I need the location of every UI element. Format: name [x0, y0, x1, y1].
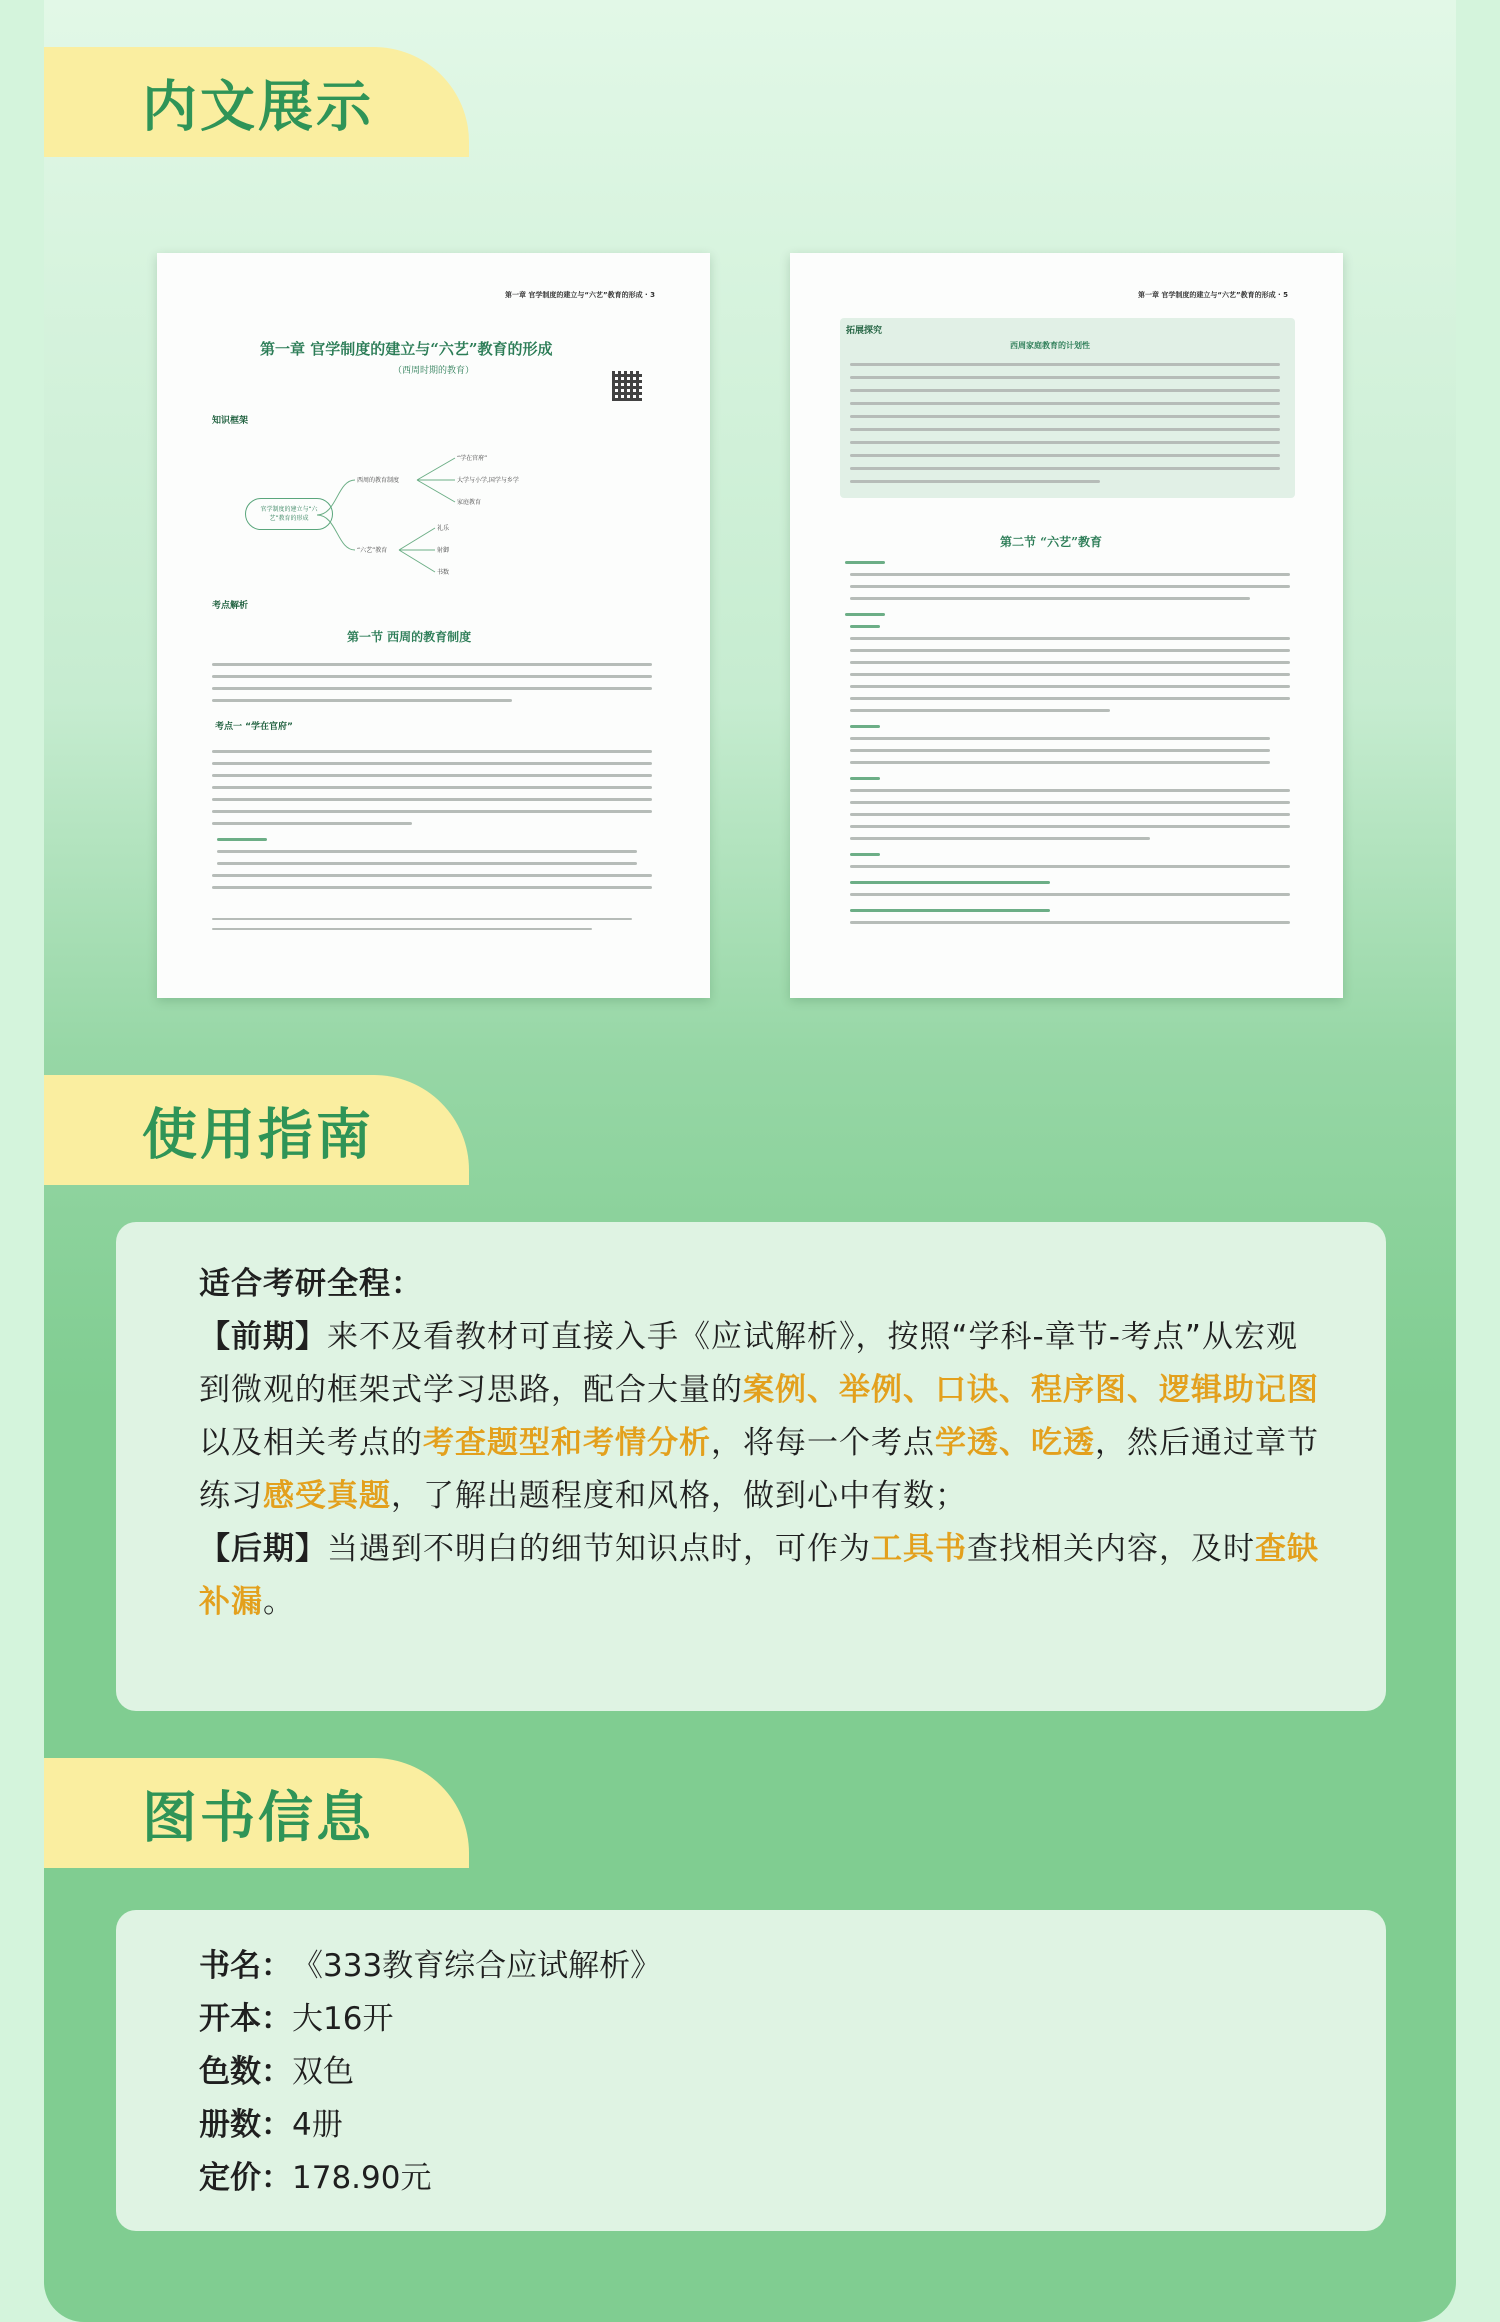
- guide-card: [116, 1222, 1386, 1711]
- preview-page-right: [790, 253, 1343, 998]
- text-line: [850, 789, 1290, 792]
- text-line: [212, 786, 652, 789]
- text-line: [850, 777, 880, 780]
- section-title-info-text: 图书信息: [142, 1785, 375, 1850]
- chapter-subtitle: （西周时期的教育）: [393, 366, 475, 376]
- text-line: [850, 909, 1050, 912]
- section-title-preview: [44, 47, 469, 157]
- chapter-title: 第一章 官学制度的建立与“六艺”教育的形成: [260, 340, 553, 358]
- text-line: [850, 402, 1280, 405]
- mindmap-leaf: 射御: [437, 547, 450, 554]
- text-line: [212, 675, 652, 678]
- guide-text-segment: 。: [263, 1584, 295, 1620]
- early-label: 【前期】: [199, 1319, 327, 1355]
- info-row-title: [199, 1940, 661, 1993]
- section-title: 第一节 西周的教育制度: [347, 630, 472, 644]
- text-line: [850, 749, 1270, 752]
- preview-page-left: [157, 253, 710, 998]
- text-line: [850, 725, 880, 728]
- text-line: [212, 762, 652, 765]
- extension-box: [840, 318, 1295, 498]
- info-label: 书名：: [199, 1948, 292, 1984]
- text-line: [217, 862, 637, 865]
- text-line: [212, 663, 652, 666]
- footnote-line: [212, 928, 592, 930]
- section-title-guide: [44, 1075, 469, 1185]
- mindmap-leaf: 大学与小学,国学与乡学: [457, 477, 519, 484]
- section-title-preview-text: 内文展示: [142, 74, 375, 139]
- info-label: 定价：: [199, 2160, 292, 2196]
- text-line: [850, 428, 1280, 431]
- mindmap-center: 官学制度的建立与“六艺”教育的形成: [245, 498, 333, 530]
- footnote-line: [212, 918, 632, 920]
- book-info-list: [199, 1940, 661, 2205]
- text-line: [850, 573, 1290, 576]
- mindmap-branch-2: “六艺”教育: [357, 547, 388, 554]
- section-title-guide-text: 使用指南: [142, 1102, 375, 1167]
- info-value: 双色: [292, 2054, 354, 2090]
- info-row-colors: [199, 2046, 661, 2099]
- guide-early-paragraph: [199, 1311, 1319, 1523]
- extension-box-title: 西周家庭教育的计划性: [1010, 340, 1090, 350]
- guide-text: [199, 1258, 1319, 1629]
- mindmap-leaf: 礼乐: [437, 525, 450, 532]
- text-line: [850, 685, 1290, 688]
- text-line: [850, 825, 1290, 828]
- guide-text-segment: ，了解出题程度和风格，做到心中有数；: [391, 1478, 967, 1514]
- text-line: [850, 761, 1270, 764]
- info-value: 178.90元: [292, 2160, 432, 2196]
- guide-text-segment: 当遇到不明白的细节知识点时，可作为: [327, 1531, 871, 1567]
- text-line: [850, 709, 1110, 712]
- text-line: [212, 699, 512, 702]
- guide-heading: 适合考研全程：: [199, 1266, 423, 1302]
- guide-highlight: 感受真题: [263, 1478, 391, 1514]
- guide-text-segment: 查找相关内容，及时: [967, 1531, 1255, 1567]
- text-line: [850, 415, 1280, 418]
- extension-box-tag: 拓展探究: [846, 326, 883, 336]
- text-line: [850, 737, 1270, 740]
- mindmap-leaf: “学在官府”: [457, 455, 488, 462]
- text-line: [212, 822, 412, 825]
- info-value: 大16开: [292, 2001, 394, 2037]
- text-line: [850, 597, 1250, 600]
- text-line: [850, 801, 1290, 804]
- text-line: [212, 886, 652, 889]
- text-line: [850, 921, 1290, 924]
- text-line: [850, 467, 1280, 470]
- late-label: 【后期】: [199, 1531, 327, 1567]
- page-header: 第一章 官学制度的建立与“六艺”教育的形成 · 3: [504, 291, 655, 299]
- text-line: [850, 637, 1290, 640]
- text-line: [217, 850, 637, 853]
- text-line: [212, 798, 652, 801]
- text-line: [850, 441, 1280, 444]
- analysis-tag: 考点解析: [212, 601, 249, 611]
- book-info-card: [116, 1910, 1386, 2231]
- mindmap-connectors: [317, 453, 467, 583]
- info-value: 《333教育综合应试解析》: [292, 1948, 662, 1984]
- text-line: [850, 881, 1050, 884]
- text-line: [212, 810, 652, 813]
- main-panel: [44, 0, 1456, 2322]
- page-header: 第一章 官学制度的建立与“六艺”教育的形成 · 5: [1137, 291, 1288, 299]
- text-line: [845, 613, 885, 616]
- guide-highlight: 查缺补漏: [199, 1531, 1319, 1620]
- text-line: [850, 480, 1100, 483]
- guide-text-segment: ，然后通过章节练习: [199, 1425, 1319, 1514]
- text-line: [850, 389, 1280, 392]
- info-label: 册数：: [199, 2107, 292, 2143]
- text-line: [217, 838, 267, 841]
- guide-highlight: 学透、吃透: [935, 1425, 1095, 1461]
- info-value: 4册: [292, 2107, 343, 2143]
- mindmap-leaf: 家庭教育: [457, 499, 482, 506]
- text-line: [850, 649, 1290, 652]
- text-line: [850, 893, 1290, 896]
- text-line: [850, 853, 880, 856]
- text-line: [850, 363, 1280, 366]
- guide-highlight: 考查题型和考情分析: [423, 1425, 711, 1461]
- text-line: [850, 673, 1290, 676]
- text-line: [212, 874, 652, 877]
- guide-late-paragraph: [199, 1523, 1319, 1629]
- text-line: [850, 661, 1290, 664]
- mindmap-leaf: 书数: [437, 569, 450, 576]
- guide-highlight: 工具书: [871, 1531, 967, 1567]
- text-line: [850, 865, 1290, 868]
- guide-text-segment: 来不及看教材可直接入手《应试解析》，按照“学科-章节-考点”从宏观到微观的框架式学习思路，配合大量的: [199, 1319, 1298, 1408]
- knowledge-frame-tag: 知识框架: [212, 416, 249, 426]
- section-title-info: [44, 1758, 469, 1868]
- text-line: [212, 687, 652, 690]
- info-row-price: [199, 2152, 661, 2205]
- text-line: [212, 750, 652, 753]
- guide-highlight: 案例、举例、口诀、程序图、逻辑助记图: [743, 1372, 1319, 1408]
- text-line: [850, 837, 1150, 840]
- text-line: [850, 625, 880, 628]
- guide-text-segment: ，将每一个考点: [711, 1425, 935, 1461]
- text-line: [212, 774, 652, 777]
- info-label: 开本：: [199, 2001, 292, 2037]
- info-row-volumes: [199, 2099, 661, 2152]
- guide-text-segment: 以及相关考点的: [199, 1425, 423, 1461]
- point-tag: 考点一 “学在官府”: [215, 722, 293, 732]
- text-line: [850, 376, 1280, 379]
- info-label: 色数：: [199, 2054, 292, 2090]
- text-line: [850, 697, 1290, 700]
- text-line: [850, 585, 1290, 588]
- mindmap-branch-1: 西周的教育制度: [357, 477, 400, 484]
- qr-code-icon: [612, 371, 642, 401]
- text-line: [850, 813, 1290, 816]
- section-title: 第二节 “六艺”教育: [1000, 535, 1102, 549]
- text-line: [845, 561, 885, 564]
- info-row-format: [199, 1993, 661, 2046]
- text-line: [850, 454, 1280, 457]
